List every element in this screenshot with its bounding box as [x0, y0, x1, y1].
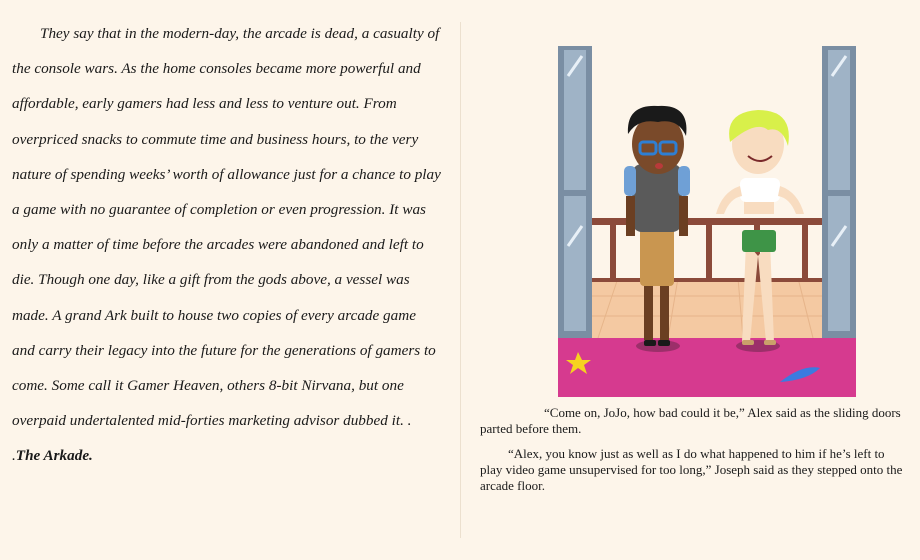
dialogue-paragraph-alex: “Come on, JoJo, how bad could it be,” Alex said as the sliding doors parted before them.	[480, 405, 901, 436]
left-sliding-door	[558, 46, 592, 338]
arcade-scene	[558, 46, 856, 397]
page-gutter	[460, 22, 461, 538]
dialogue-paragraph-joseph: “Alex, you know just as well as I do what happened to him if he’s left to play video game unsupervised for too long,” Joseph said as they stepped onto the arcade floor.	[480, 446, 903, 493]
intro-text: They say that in the modern-day, the arcade is dead, a casualty of the console wars. As the home consoles became more powerful and affordable, early gamers had less and less to venture out. From overpriced snacks to commute time and business hours, to the very nature of spending weeks’ worth of allowance just for a chance to play a game with no guarantee of completion or even progression. It was only a matter of time before the arcades were abandoned and left to die. Though one day, like a gift from the gods above, a vessel was made. A grand Ark built to house two copies of every arcade game and carry their legacy into the future for the generations of gamers to come. Some call it Gamer Heaven, others 8-bit Nirvana, but one overpaid undertalented mid-forties marketing advisor dubbed it. . .	[12, 25, 441, 465]
arcade-illustration	[558, 46, 856, 397]
tile-floor	[558, 278, 856, 338]
left-page	[12, 16, 442, 474]
intro-paragraph	[12, 16, 442, 474]
arkade-title: The Arkade.	[15, 447, 93, 465]
right-sliding-door	[822, 46, 856, 338]
